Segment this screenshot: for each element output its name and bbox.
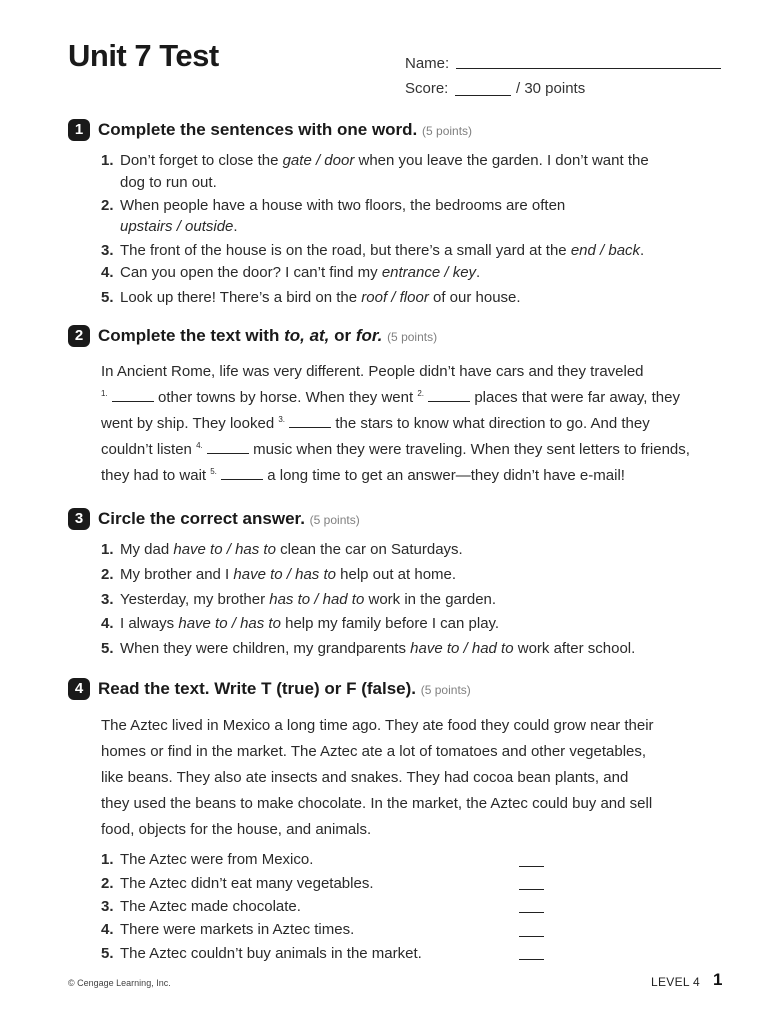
s4-item-3: 3. The Aztec made chocolate. [101,898,301,915]
blank-1[interactable] [112,389,154,402]
section-2-number: 2 [68,325,90,347]
blank-2[interactable] [428,389,470,402]
answer-line-4[interactable] [519,936,544,937]
page-title: Unit 7 Test [68,38,219,73]
s1-item-1-cont: dog to run out. [120,174,217,191]
answer-line-3[interactable] [519,912,544,913]
s3-item-4: 4. I always have to / has to help my family before I can play. [101,615,500,632]
section-2-heading: Complete the text with to, at, or for. (5 points) [98,326,438,345]
s1-item-5: 5. Look up there! There’s a bird on the roof / floor of our house. [101,289,521,306]
s2-line-4: couldn’t listen $^{4.}$ music when they were traveling. When they sent letters to friends, [101,441,690,458]
s1-item-2: 2. When people have a house with two floors, the bedrooms are often [101,197,566,214]
answer-line-2[interactable] [519,889,544,890]
score-total: / 30 points [516,80,586,97]
s4-item-1: 1. The Aztec were from Mexico. [101,851,314,868]
s1-item-3: 3. The front of the house is on the road, but there’s a small yard at the end / back. [101,242,645,259]
s1-item-1: 1. Don’t forget to close the gate / door when you leave the garden. I don’t want the [101,152,649,169]
page-number: 1 [713,970,723,989]
s4-item-4: 4. There were markets in Aztec times. [101,921,355,938]
blank-3[interactable] [289,415,331,428]
section-1-number: 1 [68,119,90,141]
s1-item-4: 4. Can you open the door? I can’t find my entrance / key. [101,264,481,281]
s4-text-line-1: The Aztec lived in Mexico a long time ago. They ate food they could grow near their [101,717,654,734]
section-4-heading: Read the text. Write T (true) or F (false). (5 points) [98,679,471,698]
s2-line-2: $^{1.}$ other towns by horse. When they went $^{2.}$ places that were far away, they [101,389,680,406]
s4-text-line-5: food, objects for the house, and animals. [101,821,372,838]
s1-item-2-cont: upstairs / outside. [120,218,238,235]
s2-line-3: went by ship. They looked $^{3.}$ the stars to know what direction to go. And they [101,415,650,432]
s4-item-2: 2. The Aztec didn’t eat many vegetables. [101,875,374,892]
s3-item-5: 5. When they were children, my grandparents have to / had to work after school. [101,640,636,657]
s4-text-line-2: homes or find in the market. The Aztec ate a lot of tomatoes and other vegetables, [101,743,647,760]
answer-line-5[interactable] [519,959,544,960]
s2-line-1: In Ancient Rome, life was very different. People didn’t have cars and they traveled [101,363,644,380]
s3-item-3: 3. Yesterday, my brother has to / had to work in the garden. [101,591,497,608]
blank-5[interactable] [221,467,263,480]
score-label: Score: [405,80,449,97]
s3-item-1: 1. My dad have to / has to clean the car on Saturdays. [101,541,463,558]
section-4-number: 4 [68,678,90,700]
answer-line-1[interactable] [519,866,544,867]
s4-text-line-4: they used the beans to make chocolate. In the market, the Aztec could buy and sell [101,795,653,812]
s4-item-5: 5. The Aztec couldn’t buy animals in the market. [101,945,422,962]
score-field[interactable] [455,95,511,96]
s3-item-2: 2. My brother and I have to / has to help out at home. [101,566,457,583]
copyright: © Cengage Learning, Inc. [68,978,171,988]
s4-text-line-3: like beans. They also ate insects and snakes. They had cocoa bean plants, and [101,769,629,786]
level-label: LEVEL 4 [651,975,701,989]
section-1-heading: Complete the sentences with one word. (5 points) [98,120,473,139]
blank-4[interactable] [207,441,249,454]
section-3-heading: Circle the correct answer. (5 points) [98,509,360,528]
section-3-number: 3 [68,508,90,530]
name-label: Name: [405,55,450,72]
name-field[interactable] [456,68,721,69]
s2-line-5: they had to wait $^{5.}$ a long time to get an answer—they didn’t have e-mail! [101,467,625,484]
